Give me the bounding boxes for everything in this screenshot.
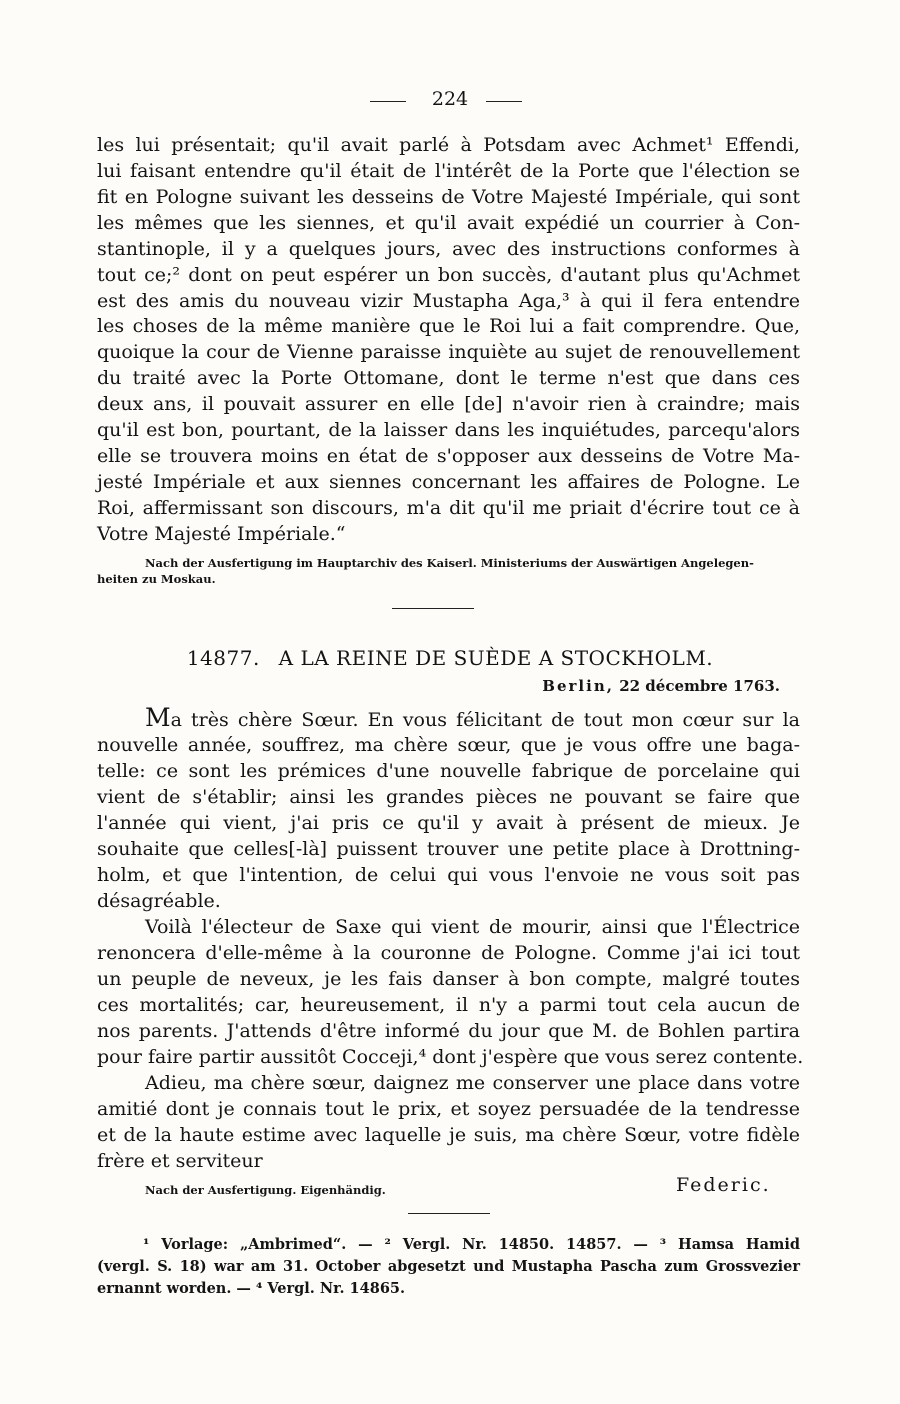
footnote-line: ernannt worden. — ⁴ Vergl. Nr. 14865. <box>97 1280 406 1297</box>
footnote-divider <box>408 1213 490 1214</box>
text-line: amitié dont je connais tout le prix, et soyez persuadée de la tendresse <box>97 1098 800 1120</box>
letter-title: A LA REINE DE SUÈDE A STOCKHOLM. <box>278 646 714 670</box>
text-line: les lui présentait; qu'il avait parlé à Potsdam avec Achmet¹ Effendi, <box>97 134 800 156</box>
signature: Federic. <box>676 1174 771 1196</box>
text-line: deux ans, il pouvait assurer en elle [de] n'avoir rien à craindre; mais <box>97 393 800 415</box>
source-note: Nach der Ausfertigung im Hauptarchiv des Kaiserl. Ministeriums der Auswärtigen Angelegen- <box>145 556 754 570</box>
source-note: heiten zu Moskau. <box>97 572 216 586</box>
text-line: nouvelle année, souffrez, ma chère sœur, que je vous offre une baga- <box>97 734 800 756</box>
text-line: un peuple de neveux, je les fais danser à bon compte, malgré toutes <box>97 968 800 990</box>
letter-dateline <box>542 677 780 695</box>
letter-source-note: Nach der Ausfertigung. Eigenhändig. <box>145 1183 386 1197</box>
text-line: les choses de la même manière que le Roi lui a fait comprendre. Que, <box>97 315 800 337</box>
text-line: jesté Impériale et aux siennes concernant les affaires de Pologne. Le <box>97 471 800 493</box>
text-line-last: Votre Majesté Impériale.“ <box>97 523 346 545</box>
text-line: telle: ce sont les prémices d'une nouvelle fabrique de porcelaine qui <box>97 760 800 782</box>
text-line: renoncera d'elle-même à la couronne de Pologne. Comme j'ai ici tout <box>97 942 800 964</box>
text-span: a très chère Sœur. En vous félicitant de tout mon cœur sur la <box>170 709 800 731</box>
text-line: tout ce;² dont on peut espérer un bon succès, d'autant plus qu'Achmet <box>97 264 800 286</box>
text-line: elle se trouvera moins en état de s'opposer aux desseins de Votre Ma- <box>97 445 800 467</box>
text-line: est des amis du nouveau vizir Mustapha Aga,³ à qui il fera entendre <box>97 290 800 312</box>
text-line: quoique la cour de Vienne paraisse inquiète au sujet de renouvellement <box>97 341 800 363</box>
text-line: lui faisant entendre qu'il était de l'intérêt de la Porte que l'élection se <box>97 160 800 182</box>
footnote-line: ¹ Vorlage: „Ambrimed“. — ² Vergl. Nr. 14850. 14857. — ³ Hamsa Hamid <box>143 1236 800 1253</box>
text-line: ces mortalités; car, heureusement, il n'y a parmi tout cela aucun de <box>97 994 800 1016</box>
paragraph-first-line <box>145 703 800 732</box>
text-line: les mêmes que les siennes, et qu'il avait expédié un courrier à Con- <box>97 212 800 234</box>
text-line: nos parents. J'attends d'être informé du jour que M. de Bohlen partira <box>97 1020 800 1042</box>
text-line-last: désagréable. <box>97 890 221 912</box>
initial-letter: M <box>145 703 171 732</box>
footnote-line: (vergl. S. 18) war am 31. October abgesetzt und Mustapha Pascha zum Grossvezier <box>97 1258 800 1275</box>
text-line: pour faire partir aussitôt Cocceji,⁴ dont j'espère que vous serez contente. <box>97 1046 804 1068</box>
page-number: 224 <box>431 88 469 110</box>
letter-date: 22 décembre 1763. <box>619 677 780 695</box>
text-line: Roi, affermissant son discours, m'a dit qu'il me priait d'écrire tout ce à <box>97 497 800 519</box>
letter-place: Berlin, <box>542 677 614 695</box>
text-line-last: frère et serviteur <box>97 1150 263 1172</box>
text-line: et de la haute estime avec laquelle je suis, ma chère Sœur, votre fidèle <box>97 1124 800 1146</box>
letter-heading <box>0 646 900 670</box>
text-line: souhaite que celles[-là] puissent trouver une petite place à Drottning- <box>97 838 800 860</box>
text-line: l'année qui vient, j'ai pris ce qu'il y avait à présent de mieux. Je <box>97 812 800 834</box>
text-line: du traité avec la Porte Ottomane, dont le terme n'est que dans ces <box>97 367 800 389</box>
text-line: vient de s'établir; ainsi les grandes pièces ne pouvant se faire que <box>97 786 800 808</box>
text-line: qu'il est bon, pourtant, de la laisser dans les inquiétudes, parcequ'alors <box>97 419 800 441</box>
paragraph-first-line: Voilà l'électeur de Saxe qui vient de mourir, ainsi que l'Électrice <box>145 916 800 938</box>
section-divider <box>392 608 474 609</box>
text-line: stantinople, il y a quelques jours, avec des instructions conformes à <box>97 238 800 260</box>
text-line: fit en Pologne suivant les desseins de Votre Majesté Impériale, qui sont <box>97 186 800 208</box>
letter-number: 14877. <box>186 646 260 670</box>
page-number-rule-right <box>486 101 522 102</box>
text-line: holm, et que l'intention, de celui qui vous l'envoie ne vous soit pas <box>97 864 800 886</box>
paragraph-first-line: Adieu, ma chère sœur, daignez me conserver une place dans votre <box>145 1072 800 1094</box>
